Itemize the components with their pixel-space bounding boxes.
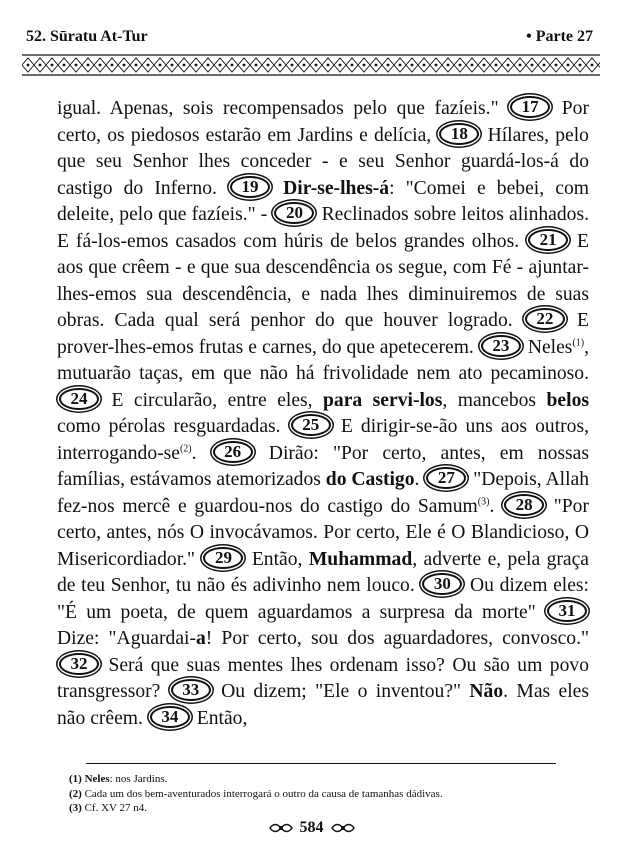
verse-number: 34 [150, 706, 190, 728]
verse-number: 20 [274, 202, 314, 224]
footnote-term: Neles [81, 773, 110, 785]
page-number: 584 [299, 819, 324, 836]
verse-number: 30 [422, 573, 462, 595]
emphasis-text: belos [546, 389, 589, 411]
text-run: Ou dizem eles: "É um poeta, de quem aguardamos a surpresa da morte" [57, 575, 589, 623]
footnote [69, 801, 589, 816]
page-number-block [0, 819, 623, 837]
text-run: Dirão: "Por certo, antes, em nossas famílias, estávamos atemorizados [57, 442, 590, 490]
footnote-number: (1) [69, 773, 82, 785]
verse-number: 33 [171, 679, 211, 701]
text-run: E prover-lhes-emos frutas e carnes, do que apetecerem. [57, 310, 589, 358]
text-run: Ou dizem; "Ele o inventou?" [212, 681, 470, 702]
text-run: "Depois, Allah fez-nos mercê e guardou-nos do castigo do Samum [57, 469, 590, 517]
text-run: "Por certo, antes, nós O invocávamos. Por certo, Ele é O Blandicioso, O Misericordiador." [57, 495, 589, 570]
text-run: Dize: "Aguardai- [57, 628, 196, 649]
text-run: E aos que crêem - e que sua descendência os segue, com Fé - ajuntar-lhes-emos sua descendência, e nada lhes diminuiremos de suas obras. Cada qual será penhor do que houver logrado. [57, 230, 589, 331]
text-run: E dirigir-se-ão uns aos outros, interrogando-se [57, 416, 589, 464]
text-run: . [414, 469, 425, 490]
footnote [69, 787, 589, 802]
header-ornament-band [22, 54, 600, 76]
text-run: Então, [191, 707, 248, 729]
verse-number: 19 [230, 176, 270, 198]
emphasis-text: para servi-los [323, 389, 443, 411]
text-run: Por certo, os piedosos estarão em Jardins e delícia, [57, 98, 589, 146]
emphasis-text: Dir-se-lhes-á [283, 177, 390, 199]
verse-number: 29 [203, 547, 243, 569]
verse-number: 17 [510, 96, 550, 118]
text-run: Então, [245, 548, 309, 570]
text-run: , mancebos [442, 389, 547, 411]
surah-header: 52. Sūratu At-Tur [26, 28, 148, 45]
verse-number: 23 [481, 335, 521, 357]
right-ornament-icon [330, 821, 356, 835]
verse-number: 28 [504, 494, 544, 516]
verse-number: 22 [525, 308, 565, 330]
footnote-number: (2) [69, 787, 82, 800]
footnote-ref: (2) [179, 442, 192, 454]
emphasis-text: Muhammad [308, 548, 413, 570]
emphasis-text: do Castigo [325, 469, 415, 490]
footnote-text: Cada um dos bem-aventurados interrogará o outro da causa de tamanhas dádivas. [81, 787, 443, 800]
footnote-number: (3) [69, 802, 82, 814]
footnote-text: : nos Jardins. [109, 773, 168, 785]
footnote-ref: (3) [477, 495, 490, 507]
text-run: , adverte e, pela graça de teu Senhor, tu não és adivinho nem louco. [57, 548, 589, 596]
verse-number: 24 [59, 388, 99, 410]
footnotes [69, 772, 589, 816]
text-run [272, 178, 283, 199]
verse-number: 27 [426, 467, 466, 489]
text-run: igual. Apenas, sois recompensados pelo que fazíeis." [57, 98, 509, 119]
footnote-ref: (1) [572, 336, 585, 348]
verse-number: 32 [59, 653, 99, 675]
verse-number: 26 [213, 441, 253, 463]
verse-number: 31 [547, 600, 587, 622]
emphasis-text: a [195, 628, 206, 649]
verse-text [57, 96, 589, 732]
part-header: • Parte 27 [526, 28, 593, 45]
footnote [69, 772, 589, 787]
text-run: Reclinados sobre leitos alinhados. E fá-los-emos casados com húris de belos grandes olhos. [57, 204, 589, 252]
verse-number: 21 [528, 229, 568, 251]
text-run: . Mas eles não crêem. [57, 681, 589, 729]
text-run: . [191, 442, 211, 464]
verse-number: 25 [291, 414, 331, 436]
text-run: como pérolas resguardadas. [57, 416, 289, 437]
verse-number: 18 [439, 123, 479, 145]
text-run: Neles [522, 336, 573, 358]
text-run: Será que suas mentes lhes ordenam isso? Ou são um povo transgressor? [57, 654, 589, 702]
text-run: , mutuarão taças, em que não há frivolidade nem ato pecaminoso. [57, 336, 590, 384]
footnote-text: Cf. XV 27 n4. [81, 802, 148, 814]
text-run: E circularão, entre eles, [101, 389, 324, 411]
text-run: ! Por certo, sou dos aguardadores, convosco." [205, 628, 589, 649]
text-run: . [489, 495, 503, 517]
left-ornament-icon [268, 821, 294, 835]
footnote-divider [86, 763, 556, 764]
emphasis-text: Não [469, 681, 504, 702]
text-run: Hílares, pelo que seu Senhor lhes conceder - e seu Senhor guardá-los-á do castigo do Inferno. [57, 124, 589, 199]
text-run: : "Comei e bebei, com deleite, pelo que fazíeis." - [57, 177, 589, 225]
